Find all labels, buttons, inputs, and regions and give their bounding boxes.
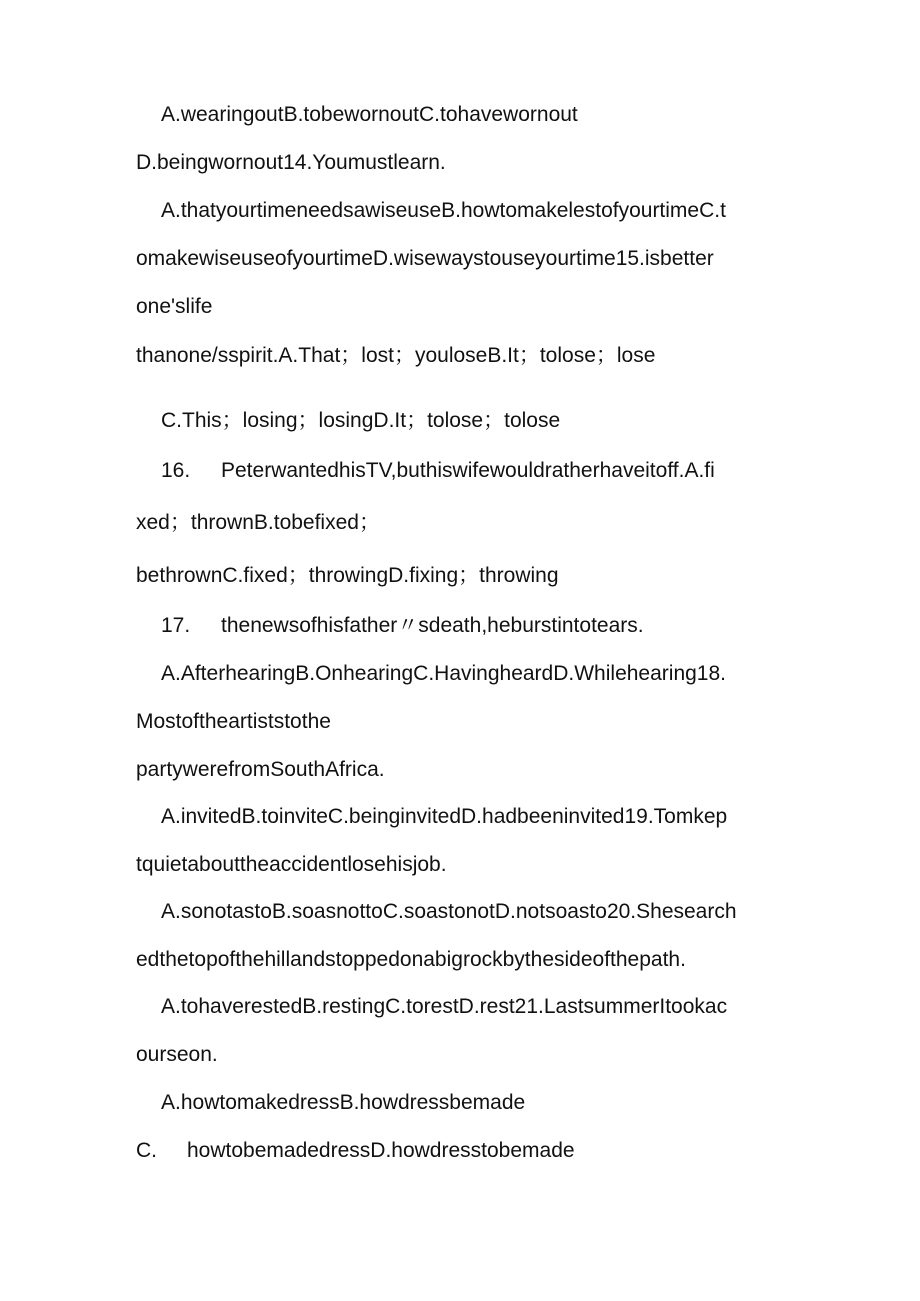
text-line-6: thanone/sspirit.A.That；lost；youloseB.It；tolose；lose [136, 344, 656, 367]
question-17-line [161, 613, 644, 639]
text-line-17: A.sonotastoB.soasnottoC.soastonotD.notsoasto20.Shesearch [161, 900, 737, 923]
text-line-19: A.tohaverestedB.restingC.torestD.rest21.LastsummerItookac [161, 995, 728, 1018]
option-c-label: C. [136, 1139, 157, 1162]
text-line-15: A.invitedB.toinviteC.beinginvitedD.hadbeeninvited19.Tomkep [161, 805, 728, 828]
text-line-1: A.wearingoutB.tobewornoutC.tohavewornout [161, 103, 578, 126]
question-number-17: 17. [161, 614, 191, 637]
text-line-13: Mostoftheartiststothe [136, 710, 331, 733]
text-line-16: tquietabouttheaccidentlosehisjob. [136, 853, 447, 876]
text-line-18: edthetopofthehillandstoppedonabigrockbythesideofthepath. [136, 948, 686, 971]
text-line-2: D.beingwornout14.Youmustlearn. [136, 151, 446, 174]
text-line-21: A.howtomakedressB.howdressbemade [161, 1091, 526, 1114]
text-line-10: bethrownC.fixed；throwingD.fixing；throwing [136, 564, 559, 587]
option-c-text: howtobemadedressD.howdresstobemade [187, 1139, 575, 1162]
text-line-9: xed；thrownB.tobefixed； [136, 511, 380, 534]
text-line-12: A.AfterhearingB.OnhearingC.HavingheardD.Whilehearing18. [161, 662, 726, 685]
text-line-3: A.thatyourtimeneedsawiseuseB.howtomakelestofyourtimeC.t [161, 199, 726, 222]
question-17-text: thenewsofhisfather〃sdeath,heburstintotears. [221, 614, 644, 637]
question-number-16: 16. [161, 459, 191, 482]
question-16-text: PeterwantedhisTV,buthiswifewouldratherhaveitoff.A.fi [221, 459, 715, 482]
text-line-14: partywerefromSouthAfrica. [136, 758, 385, 781]
text-line-7: C.This；losing；losingD.It；tolose；tolose [161, 409, 561, 432]
text-line-20: ourseon. [136, 1043, 218, 1066]
option-c-line [136, 1138, 575, 1164]
text-line-4: omakewiseuseofyourtimeD.wisewaystouseyourtime15.isbetter [136, 247, 714, 270]
question-16-line [161, 458, 715, 484]
text-line-5: one'slife [136, 295, 213, 318]
